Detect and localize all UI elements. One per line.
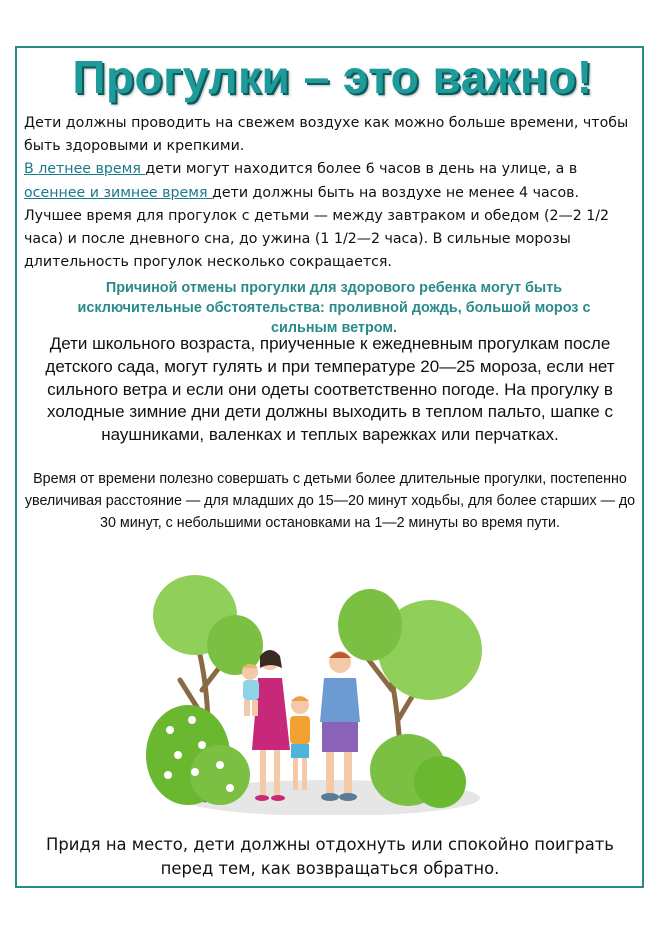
longer-walks-paragraph: Время от времени полезно совершать с детьми более длительные прогулки, постепенно увеличивая расстояние — для младших до 15—20 минут ходьбы, для более старших — до 30 минут, с небольшими остановками на 1—2 минуты во время пути. bbox=[24, 471, 636, 531]
footer-note: Придя на место, дети должны отдохнуть или спокойно поиграть перед тем, как возвращаться обратно. bbox=[46, 835, 614, 878]
intro-paragraph bbox=[24, 112, 636, 274]
child-figure bbox=[290, 696, 310, 790]
left-bush bbox=[146, 705, 250, 805]
intro-line: Дети должны проводить на свежем воздухе как можно больше времени, чтобы быть здоровыми и крепкими. bbox=[24, 115, 629, 155]
cancellation-warning: Причиной отмены прогулки для здорового ребенка могут быть исключительные обстоятельства: проливной дождь, большой мороз с сильным ветром. bbox=[77, 280, 591, 336]
right-bush bbox=[370, 734, 466, 808]
summer-text: дети могут находится более 6 часов в день на улице, а в bbox=[145, 161, 578, 178]
toddler-figure bbox=[242, 664, 259, 716]
autumn-winter-text: дети должны быть на воздухе не менее 4 часов. Лучшее время для прогулок с детьми — между завтраком и обедом (2—2 1/2 часа) и после дневного сна, до ужина (1 1/2—2 часа). В сильные морозы длительность прогулок несколько сокращается. bbox=[24, 184, 610, 271]
autumn-winter-link[interactable]: осеннее и зимнее время bbox=[24, 184, 213, 201]
father-figure bbox=[320, 651, 360, 801]
summer-link[interactable]: В летнее время bbox=[24, 161, 146, 178]
page-title: Прогулки – это важно! bbox=[72, 51, 593, 103]
school-age-paragraph: Дети школьного возраста, приученные к ежедневным прогулкам после детского сада, могут гулять и при температуре 20—25 мороза, если нет сильного ветра и если они одеты соответственно погоде. На прогулку в холодные зимние дни дети должны выходить в теплом пальто, шапке с наушниками, валенках и теплых варежках или перчатках. bbox=[45, 334, 615, 445]
family-walk-illustration bbox=[140, 560, 510, 815]
